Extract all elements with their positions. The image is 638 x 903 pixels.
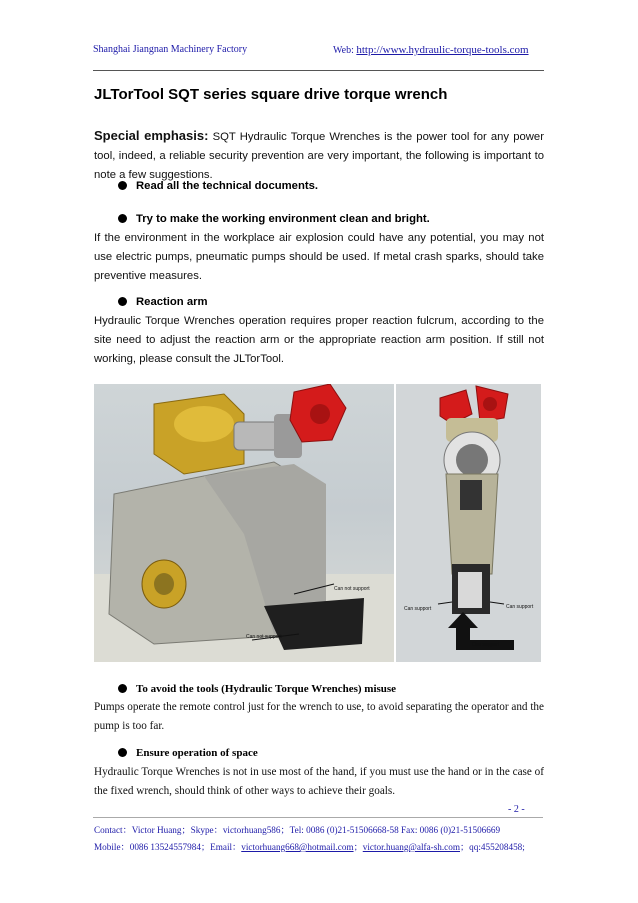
mobile-label: Mobile：0086 13524557984；Email：: [94, 842, 242, 852]
page-number: - 2 -: [508, 804, 525, 815]
wrench-photo-left: [94, 384, 394, 662]
environment-paragraph: If the environment in the workplace air explosion could have any potential, you may not use electric pumps, pneumatic pumps should be used. If metal crash sparks, should take preventive measures.: [94, 232, 544, 282]
separator: ；: [353, 842, 363, 852]
header-rule: [93, 70, 544, 71]
bullet-reaction-arm: [118, 296, 208, 308]
label-can-not-support-1: Can not support: [334, 586, 370, 592]
header-web: [333, 44, 529, 56]
bullet-dot-icon: [118, 214, 127, 223]
reaction-paragraph: Hydraulic Torque Wrenches operation requires proper reaction fulcrum, according to the site need to adjust the reaction arm or the appropriate reaction arm position. If still not working, please consult the JLTorTool.: [94, 315, 544, 365]
email-link-alfa[interactable]: victor.huang@alfa-sh.com: [362, 842, 460, 852]
bullet-dot-icon: [118, 748, 127, 757]
bullet-text: To avoid the tools (Hydraulic Torque Wrenches) misuse: [136, 683, 397, 695]
misuse-paragraph: Pumps operate the remote control just for the wrench to use, to avoid separating the operator and the pump is too far.: [94, 701, 544, 732]
label-can-support-right: Can support: [506, 604, 534, 610]
footer-rule: [93, 817, 543, 818]
wrench-photo-right: [396, 384, 541, 662]
bullet-clean-environment: [118, 213, 430, 225]
document-title: JLTorTool SQT series square drive torque wrench: [94, 86, 448, 103]
bullet-avoid-misuse: [118, 683, 396, 695]
label-can-not-support-2: Can not support: [246, 634, 282, 640]
company-name: Shanghai Jiangnan Machinery Factory: [93, 44, 248, 55]
contact-line: Contact：Victor Huang；Skype：victorhuang586；Tel: 0086 (0)21-51506668-58 Fax: 0086 (0)21-51506669: [94, 825, 501, 835]
wrench-illustration-left: [94, 384, 394, 662]
label-can-support-left: Can support: [404, 606, 432, 612]
label-can-support-bottom: Can support: [472, 642, 500, 648]
emphasis-label: Special emphasis:: [94, 128, 209, 143]
web-label: Web:: [333, 45, 357, 56]
bullet-text: Read all the technical documents.: [136, 180, 319, 192]
contact-line-2: [94, 839, 525, 853]
bullet-text: Try to make the working environment clean and bright.: [136, 213, 430, 225]
bullet-text: Ensure operation of space: [136, 747, 258, 759]
qq-text: ；qq:455208458;: [460, 842, 525, 852]
bullet-dot-icon: [118, 684, 127, 693]
bullet-read-docs: [118, 180, 318, 192]
bullet-space: [118, 747, 258, 759]
email-link-hotmail[interactable]: victorhuang668@hotmail.com: [241, 842, 354, 852]
space-paragraph: Hydraulic Torque Wrenches is not in use most of the hand, if you must use the hand or in the case of the fixed wrench, should think of other ways to achieve their goals.: [94, 766, 544, 797]
bullet-text: Reaction arm: [136, 296, 208, 308]
wrench-illustration-right: [396, 384, 541, 662]
emphasis-text: SQT Hydraulic Torque Wrenches is the power tool for any power tool, indeed, a reliable security prevention are very important, the following is important to note a few suggestions.: [94, 131, 544, 181]
web-link[interactable]: http://www.hydraulic-torque-tools.com: [356, 44, 529, 56]
emphasis-paragraph: [94, 126, 544, 185]
bullet-dot-icon: [118, 297, 127, 306]
bullet-dot-icon: [118, 181, 127, 190]
